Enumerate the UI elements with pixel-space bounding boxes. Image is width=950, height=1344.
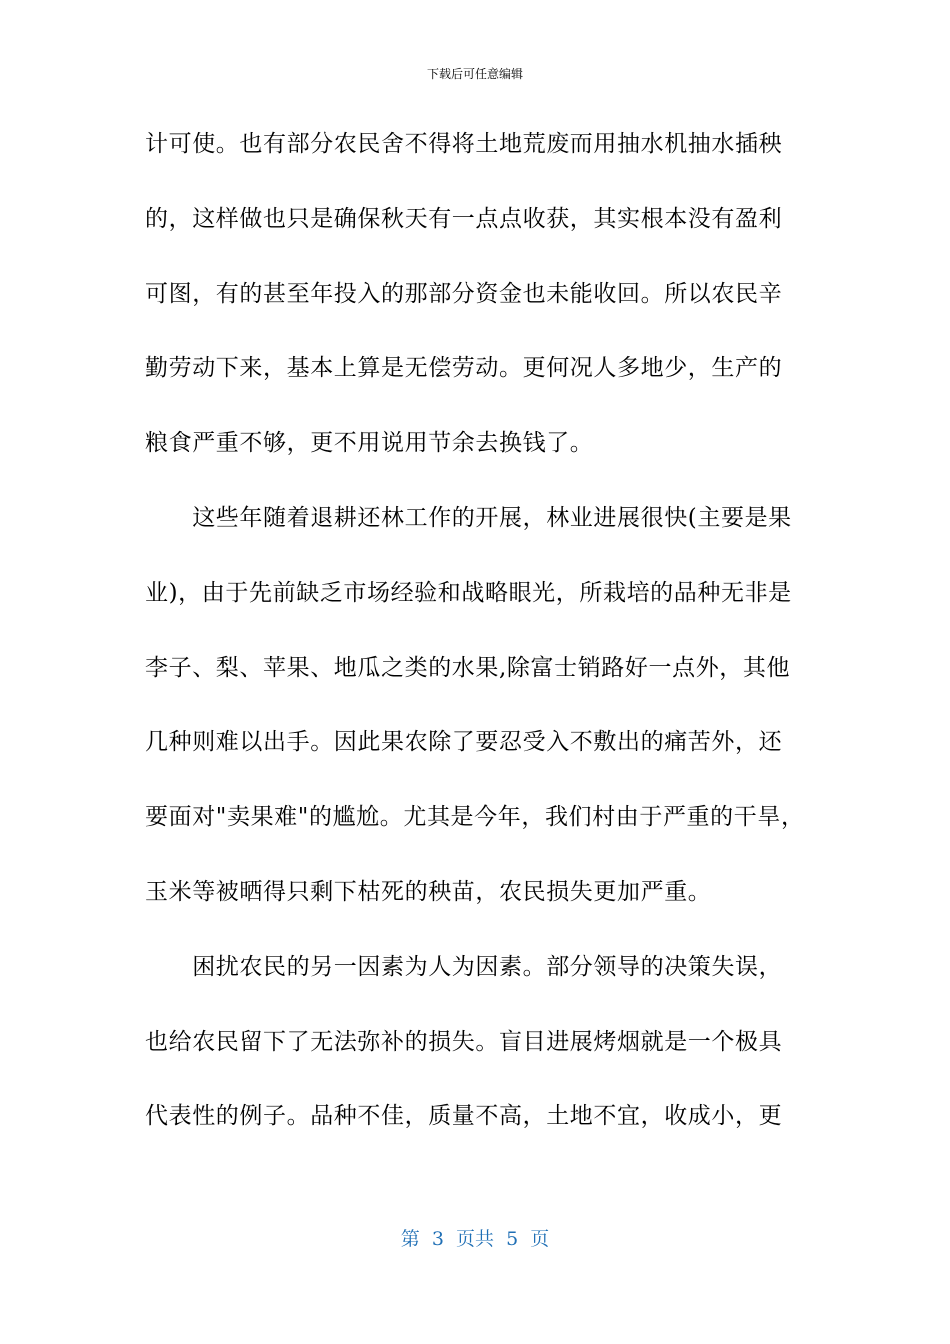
body-text bbox=[145, 122, 805, 1169]
page-footer bbox=[0, 1226, 950, 1252]
page-header: 下载后可任意编辑 bbox=[426, 67, 523, 81]
text-line: 李子、梨、苹果、地瓜之类的水果,除富士销路好一点外，其他 bbox=[145, 654, 791, 681]
text-line: 可图，有的甚至年投入的那部分资金也未能收回。所以农民辛 bbox=[145, 280, 783, 307]
text-line: 困扰农民的另一因素为人为因素。部分领导的决策失误， bbox=[145, 953, 783, 980]
text-line: 玉米等被晒得只剩下枯死的秧苗，农民损失更加严重。 bbox=[145, 878, 712, 905]
text-line: 也给农民留下了无法弥补的损失。盲目进展烤烟就是一个极具 bbox=[145, 1028, 783, 1055]
text-line: 计可使。也有部分农民舍不得将土地荒废而用抽水机抽水插秧 bbox=[145, 131, 783, 157]
text-line: 的，这样做也只是确保秋天有一点点收获，其实根本没有盈利 bbox=[145, 205, 783, 232]
text-line: 粮食严重不够，更不用说用节余去换钱了。 bbox=[145, 430, 594, 457]
text-line: 这些年随着退耕还林工作的开展，林业进展很快(主要是果 bbox=[145, 504, 792, 531]
text-line: 几种则难以出手。因此果农除了要忍受入不敷出的痛苦外，还 bbox=[145, 729, 783, 756]
text-line: 勤劳动下来，基本上算是无偿劳动。更何况人多地少，生产的 bbox=[145, 355, 783, 382]
text-line: 业)，由于先前缺乏市场经验和战略眼光，所栽培的品种无非是 bbox=[145, 579, 792, 606]
text-line: 要面对"卖果难"的尴尬。尤其是今年，我们村由于严重的干旱， bbox=[145, 804, 805, 831]
page-number: 第 3 页共 5 页 bbox=[400, 1228, 550, 1250]
text-line: 代表性的例子。品种不佳，质量不高，土地不宜，收成小，更 bbox=[145, 1103, 783, 1130]
